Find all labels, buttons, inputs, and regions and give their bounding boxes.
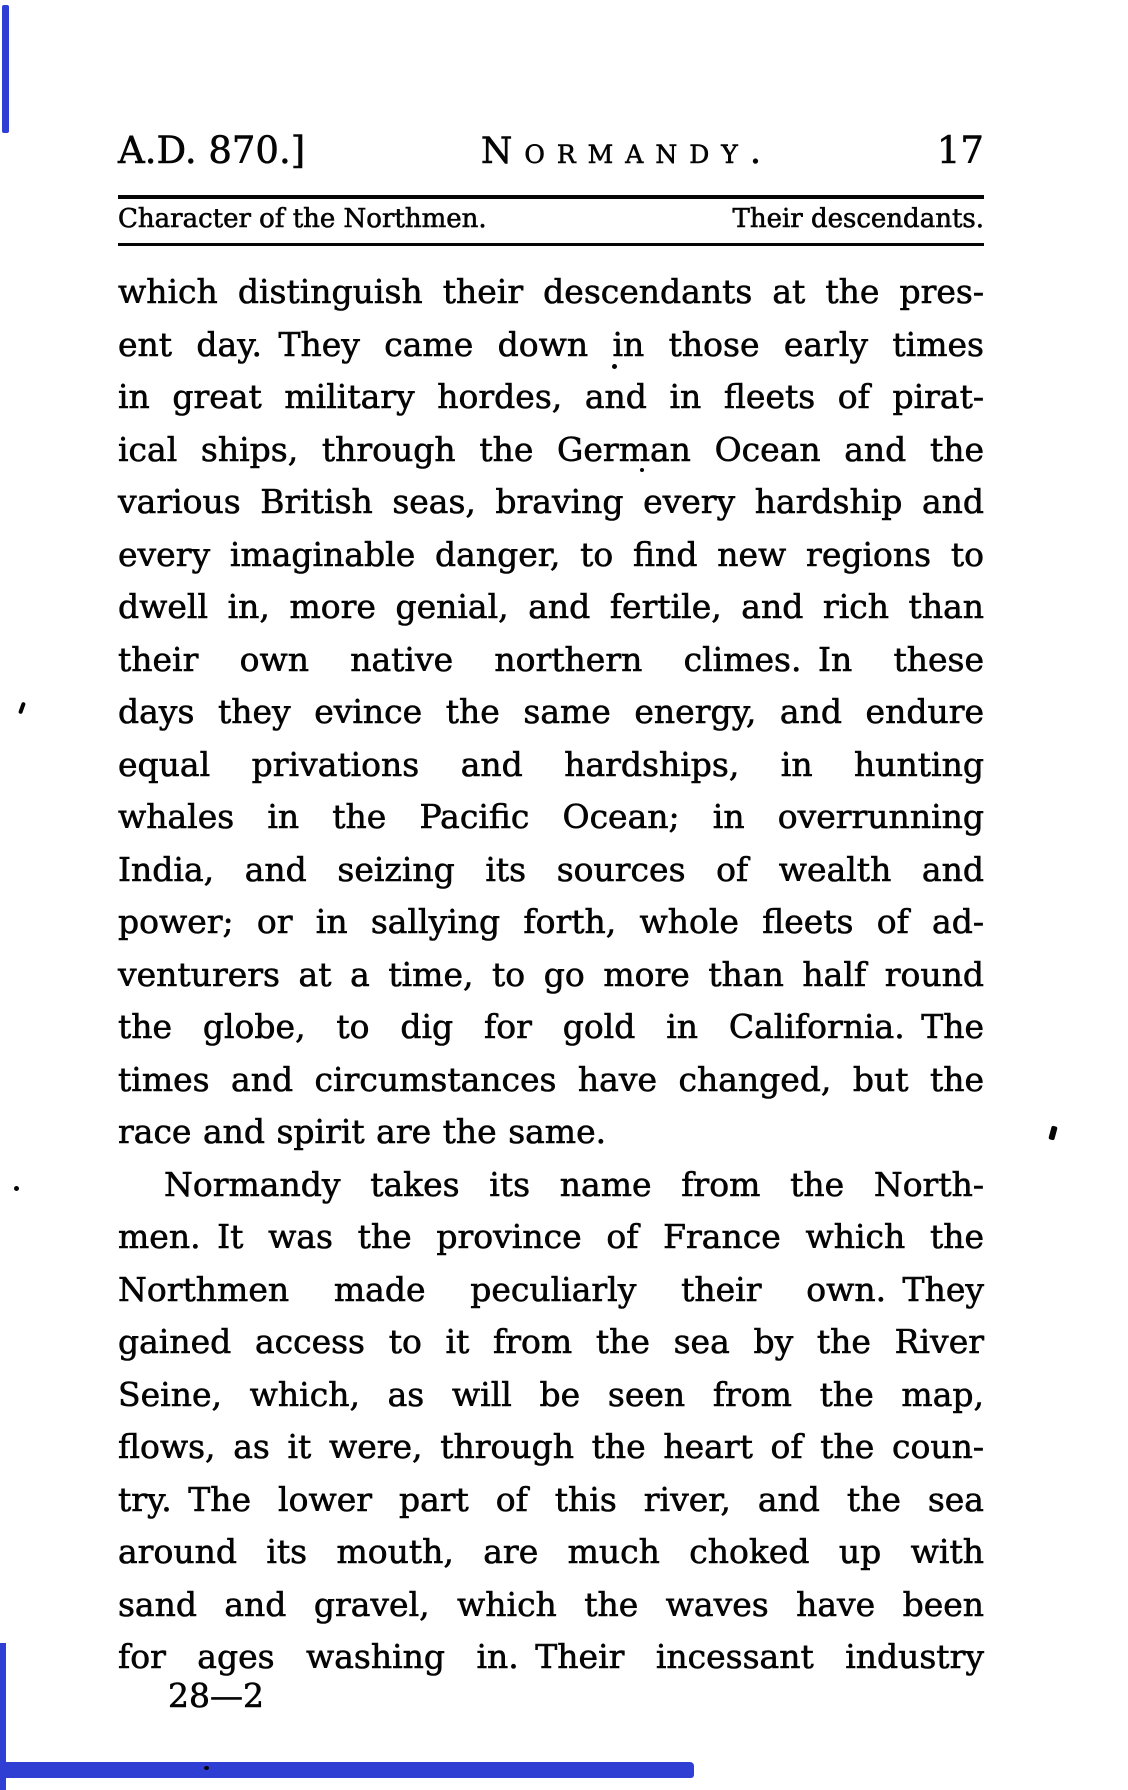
page-number: 17 [936, 129, 984, 172]
body-line: India, and seizing its sources of wealth and [118, 849, 984, 889]
body-line: dwell in, more genial, and fertile, and rich than [118, 587, 984, 626]
body-line: flows, as it were, through the heart of the coun- [118, 1427, 984, 1466]
body-line: whales in the Pacific Ocean; in overrunning [118, 797, 984, 836]
scan-artifact-bottom-bar [0, 1762, 694, 1778]
sidenote-row [118, 200, 984, 238]
signature-mark: 28—2 [168, 1676, 264, 1715]
running-head [118, 126, 984, 177]
sidenote-left: Character of the Northmen. [118, 204, 487, 234]
ink-speck [14, 1186, 19, 1191]
body-line: for ages washing in. Their incessant industry [118, 1637, 984, 1676]
body-line: Normandy takes its name from the North- [164, 1164, 984, 1204]
body-line: power; or in sallying forth, whole fleets of ad- [118, 902, 984, 941]
body-line: days they evince the same energy, and endure [118, 692, 984, 731]
body-line: Northmen made peculiarly their own. They [118, 1269, 984, 1309]
scan-artifact-top-left [2, 5, 9, 133]
body-line: around its mouth, are much choked up with [118, 1532, 984, 1571]
body-line: every imaginable danger, to find new regions to [118, 534, 984, 574]
body-line: gained access to it from the sea by the River [118, 1322, 984, 1361]
body-line: various British seas, braving every hardship and [118, 482, 984, 521]
body-line: try. The lower part of this river, and the sea [118, 1479, 984, 1519]
body-line: men. It was the province of France which the [118, 1217, 984, 1256]
horizontal-rule-top [118, 195, 984, 199]
header-date: A.D. 870.] [118, 129, 306, 172]
body-line: the globe, to dig for gold in California. The [118, 1007, 984, 1046]
ink-speck [18, 702, 26, 715]
ink-speck [640, 468, 644, 472]
body-line: times and circumstances have changed, but the [118, 1059, 984, 1099]
body-line: race and spirit are the same. [118, 1112, 607, 1151]
sidenote-right: Their descendants. [732, 204, 984, 234]
ink-speck [612, 364, 617, 369]
ink-speck [204, 1766, 209, 1770]
body-text [118, 266, 984, 1684]
body-line: Seine, which, as will be seen from the map, [118, 1374, 984, 1414]
ink-speck [1048, 1125, 1057, 1140]
body-line: their own native northern climes. In these [118, 639, 984, 679]
body-line: which distinguish their descendants at the pres- [118, 272, 984, 311]
body-line: in great military hordes, and in fleets of pirat- [118, 377, 984, 416]
body-line: ent day. They came down in those early times [118, 324, 984, 364]
horizontal-rule-bottom [118, 243, 984, 246]
header-title: Normandy. [480, 131, 774, 172]
body-line: venturers at a time, to go more than half round [118, 954, 984, 994]
body-line: equal privations and hardships, in hunting [118, 744, 984, 784]
body-line: sand and gravel, which the waves have been [118, 1584, 984, 1624]
body-line: ical ships, through the German Ocean and the [118, 429, 984, 469]
